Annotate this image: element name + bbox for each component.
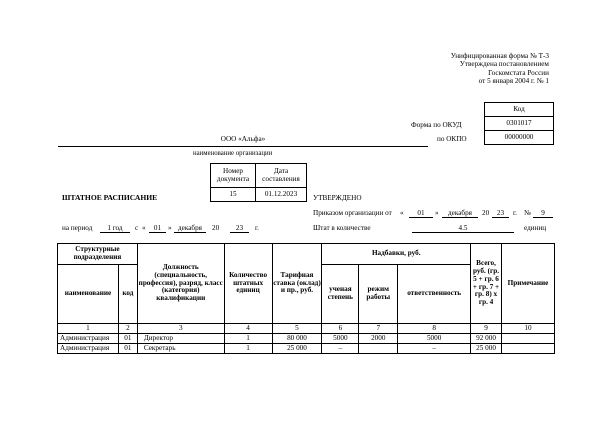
th-structural-unit: Структурные подразделения (58, 244, 138, 265)
col-number: 3 (137, 324, 224, 334)
table-row (58, 334, 555, 344)
th-position: Должность (специальность, профессия), разряд, класс (категория) квалификации (137, 244, 224, 324)
form-header (451, 52, 549, 85)
order-number-label: № (524, 209, 531, 217)
cell-total: 25 000 (471, 344, 502, 354)
period-year-suffix: 23 (230, 224, 249, 233)
cell-resp: – (398, 344, 471, 354)
period-label: на период (62, 224, 93, 232)
codes-box (484, 102, 554, 145)
th-total: Всего, руб. (гр. 5 + гр. 6 + гр. 7 + гр. 8) х гр. 4 (471, 244, 502, 324)
cell-mode: 2000 (359, 334, 398, 344)
doc-number-header: Номер документа (211, 164, 256, 188)
okud-label: Форма по ОКУД (411, 121, 462, 129)
cell-total: 92 000 (471, 334, 502, 344)
col-number: 7 (359, 324, 398, 334)
cell-code: 01 (118, 334, 137, 344)
cell-position: Секретарь (137, 344, 224, 354)
order-month: декабря (442, 209, 478, 218)
cell-rate: 80 000 (272, 334, 322, 344)
approved-label: УТВЕРЖДЕНО (313, 194, 362, 202)
date-line: от 5 января 2004 г. № 1 (478, 76, 549, 85)
col-number: 10 (502, 324, 555, 334)
cell-rate: 25 000 (272, 344, 322, 354)
th-rate: Тарифная ставка (оклад) и пр., руб. (272, 244, 322, 324)
cell-unit: Администрация (58, 334, 119, 344)
col-number: 1 (58, 324, 119, 334)
order-year-abbr: г. (513, 209, 517, 217)
col-number: 4 (224, 324, 272, 334)
document-box (210, 163, 307, 202)
staff-count-unit: единиц (524, 224, 547, 232)
col-number: 9 (471, 324, 502, 334)
order-day: 01 (409, 209, 433, 218)
staff-count-value: 4.5 (412, 224, 514, 233)
period-from-label: с (135, 224, 139, 232)
col-number: 8 (398, 324, 471, 334)
form-line: Унифицированная форма № Т-3 (450, 52, 549, 60)
cell-unit: Администрация (58, 344, 119, 354)
cell-count: 1 (224, 344, 272, 354)
code-header: Код (485, 103, 554, 117)
period-day: 01 (149, 224, 166, 233)
th-name: наименование (58, 265, 119, 324)
cell-mode (359, 344, 398, 354)
okpo-value: 00000000 (485, 131, 554, 145)
order-number: 9 (533, 209, 553, 218)
cell-note (502, 344, 555, 354)
order-year-prefix: 20 (482, 209, 490, 217)
cell-note (502, 334, 555, 344)
order-label: Приказом организации от (313, 209, 392, 217)
cell-resp: 5000 (398, 334, 471, 344)
period-year-abbr: г. (255, 224, 259, 232)
table-row (58, 344, 555, 354)
cell-code: 01 (118, 344, 137, 354)
period-month: декабря (174, 224, 206, 233)
cell-position: Директор (137, 334, 224, 344)
organization-name (58, 135, 428, 147)
cell-count: 1 (224, 334, 272, 344)
doc-date: 01.12.2023 (256, 188, 307, 202)
staff-count-label: Штат в количестве (313, 224, 371, 232)
order-close-quote: » (435, 209, 439, 217)
doc-date-header: Дата составления (256, 164, 307, 188)
cell-degree: – (322, 344, 359, 354)
okud-value: 0301017 (485, 117, 554, 131)
order-year-suffix: 23 (492, 209, 509, 218)
th-work-mode: режим работы (359, 265, 398, 324)
approved-line: Утверждена постановлением (459, 60, 549, 69)
col-number: 5 (272, 324, 322, 334)
organization-caption: наименование организации (193, 150, 273, 157)
document-title: ШТАТНОЕ РАСПИСАНИЕ (62, 193, 158, 202)
column-numbers-row (58, 324, 555, 334)
th-code: код (118, 265, 137, 324)
period-duration: 1 год (100, 224, 130, 233)
period-open-quote: « (142, 224, 146, 232)
authority-line: Госкомстата России (488, 68, 549, 77)
th-note: Примечание (502, 244, 555, 324)
col-number: 6 (322, 324, 359, 334)
organization-name-text: ООО «Альфа» (220, 135, 266, 143)
order-open-quote: « (400, 209, 404, 217)
th-units: Количество штатных единиц (224, 244, 272, 324)
th-responsibility: ответственность (398, 265, 471, 324)
period-year-prefix: 20 (212, 224, 220, 232)
th-allowances: Надбавки, руб. (322, 244, 471, 265)
th-academic-degree: ученая степень (322, 265, 359, 324)
okpo-label: по ОКПО (437, 135, 467, 143)
col-number: 2 (118, 324, 137, 334)
period-close-quote: » (168, 224, 172, 232)
staff-table (57, 243, 555, 354)
doc-number: 15 (211, 188, 256, 202)
cell-degree: 5000 (322, 334, 359, 344)
